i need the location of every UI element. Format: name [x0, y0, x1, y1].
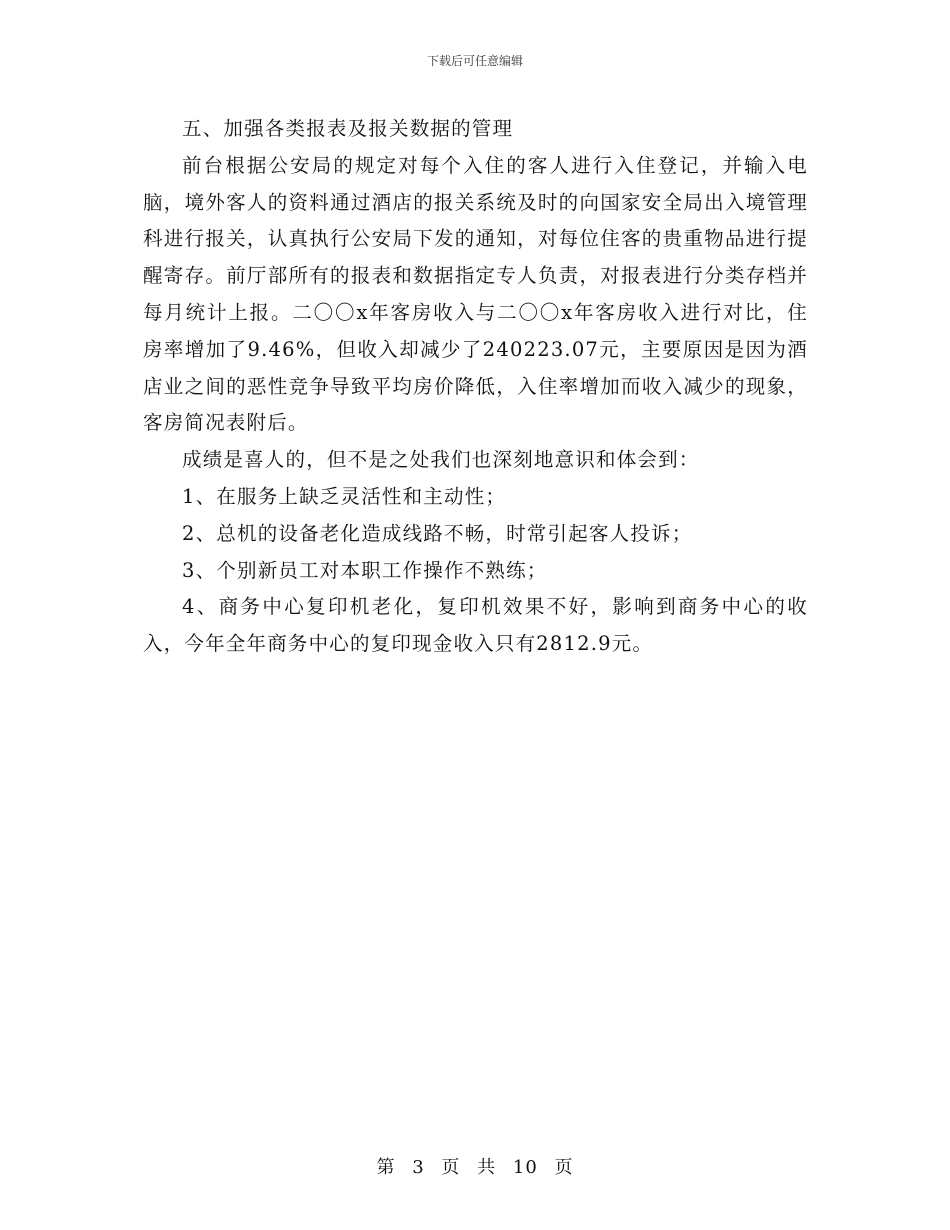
list-item-2: 2、总机的设备老化造成线路不畅，时常引起客人投诉；	[182, 521, 693, 545]
page-suffix: 页	[554, 1157, 574, 1178]
page-current: 3	[412, 1157, 425, 1178]
paragraph-front-desk: 前台根据公安局的规定对每个入住的客人进行入住登记，并输入电脑，境外客人的资料通过酒店的报关系统及时的向国家安全局出入境管理科进行报关，认真执行公安局下发的通知，对每位住客的贵重物品进行提醒寄存。前厅部所有的报表和数据指定专人负责，对报表进行分类存档并每月统计上报。二〇〇x年客房收入与二〇〇x年客房收入进行对比，住房率增加了9.46%，但收入却减少了240223.07元，主要原因是因为酒店业之间的恶性竞争导致平均房价降低，入住率增加而收入减少的现象，客房简况表附后。	[143, 153, 808, 435]
page-total-prefix: 共	[477, 1157, 497, 1178]
page-total: 10	[512, 1157, 538, 1178]
list-item-1: 1、在服务上缺乏灵活性和主动性；	[182, 484, 507, 508]
page-mid: 页	[441, 1157, 461, 1178]
document-body	[143, 111, 808, 663]
paragraph-shortcomings-intro: 成绩是喜人的，但不是之处我们也深刻地意识和体会到：	[182, 448, 700, 472]
list-item-4: 4、商务中心复印机老化，复印机效果不好，影响到商务中心的收入，今年全年商务中心的复印现金收入只有2812.9元。	[143, 595, 808, 656]
list-item-3: 3、个别新员工对本职工作操作不熟练；	[182, 558, 548, 582]
page-prefix: 第	[376, 1157, 396, 1178]
section-heading: 五、加强各类报表及报关数据的管理	[182, 117, 514, 140]
header-note: 下载后可任意编辑	[426, 54, 523, 68]
page-number-footer	[0, 1153, 950, 1179]
